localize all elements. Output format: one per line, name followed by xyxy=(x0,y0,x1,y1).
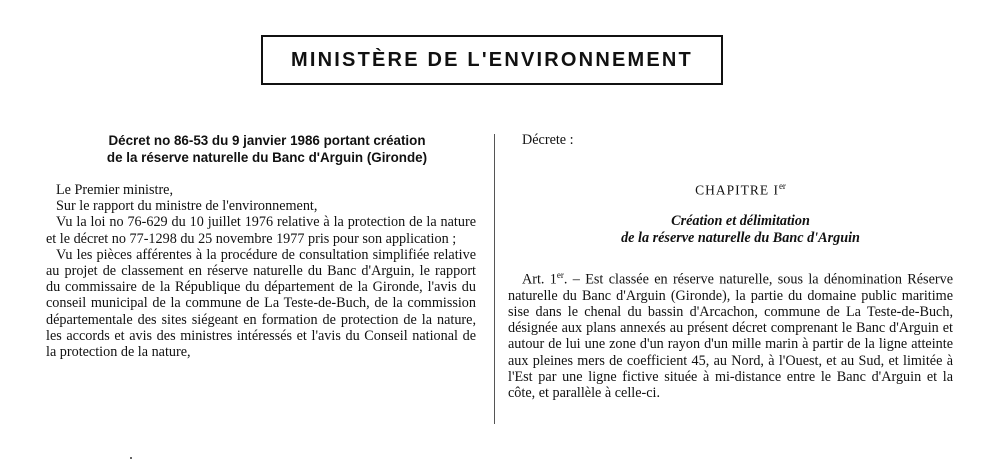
left-column xyxy=(46,132,476,360)
article-prefix: Art. 1 xyxy=(522,271,557,288)
decree-title-line-2: de la réserve naturelle du Banc d'Arguin (Gironde) xyxy=(106,150,428,165)
decree-title-line-1: Décret no 86-53 du 9 janvier 1986 portant création xyxy=(108,133,426,148)
chapter-label: CHAPITRE I xyxy=(695,182,779,198)
paragraph-premier-ministre: Le Premier ministre, xyxy=(56,182,174,198)
scan-speck xyxy=(130,457,132,459)
chapter-title-line-2: de la réserve naturelle du Banc d'Arguin xyxy=(621,229,860,246)
decree-title xyxy=(46,132,476,166)
chapter-sup: er xyxy=(778,181,786,192)
paragraph-rapport: Sur le rapport du ministre de l'environnement, xyxy=(56,198,318,215)
ministry-header xyxy=(261,35,723,85)
right-column xyxy=(508,132,953,401)
paragraph-vu-loi: Vu la loi no 76-629 du 10 juillet 1976 relative à la protection de la nature et le décret no 77-1298 du 25 novembre 1977 pris pour son application ; xyxy=(46,214,476,247)
decrete-label: Décrete : xyxy=(522,132,574,148)
article-1 xyxy=(508,267,953,401)
article-sup: er xyxy=(556,269,564,280)
column-divider xyxy=(494,134,495,424)
paragraph-vu-pieces: Vu les pièces afférentes à la procédure de consultation simplifiée relative au projet de classement en réserve naturelle du Banc d'Arguin, le rapport du commissaire de la République du département de la Gironde, l'avis du conseil municipal de la commune de La Teste-de-Buch, de la commission départementale des sites siégeant en formation de protection de la nature, les accords et avis des ministres intéressés et l'avis du Conseil national de la protection de la nature, xyxy=(46,246,476,361)
ministry-title: MINISTÈRE DE L'ENVIRONNEMENT xyxy=(291,48,693,71)
chapter-title xyxy=(508,213,953,247)
article-text: . – Est classée en réserve naturelle, sous la dénomination Réserve naturelle du Banc d'Arguin (Gironde), la partie du domaine public maritime sise dans le chenal du bassin d'Arcachon, commune de La Teste-de-Buch, désignée aux plans annexés au présent décret comprenant le Banc d'Arguin et autour de lui une zone d'un rayon d'un mille marin à partir de la ligne atteinte aux pleines mers de coefficient 45, au Nord, à l'Ouest, et au Sud, et limitée à l'Est par une ligne fictive située à mi-distance entre le Banc d'Arguin et la côte, et parallèle à celle-ci. xyxy=(508,271,953,402)
chapter-title-line-1: Création et délimitation xyxy=(671,212,810,229)
chapter-heading xyxy=(508,178,953,199)
